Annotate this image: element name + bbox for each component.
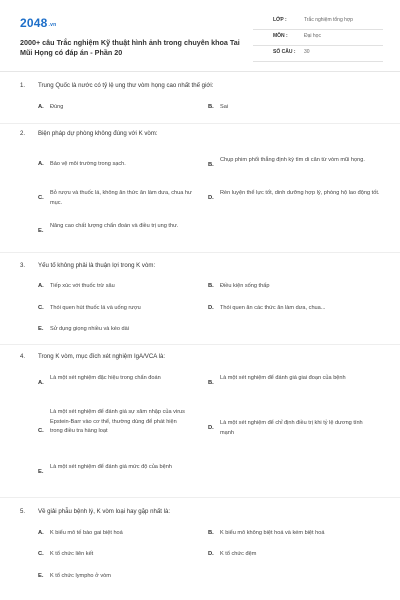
question-stem: Trung Quốc là nước có tỷ lệ ung thư vòm họng cao nhất thế giới: [38,82,214,89]
question-separator [0,123,400,124]
option-text: Rèn luyện thể lực tốt, dinh dưỡng hợp lý, phòng hộ lao động tốt. [220,190,380,196]
option-letter: D. [208,425,214,431]
option-letter: E. [38,228,44,234]
meta-value: Trắc nghiệm tổng hợp [304,17,353,23]
option-text: Thói quen hút thuốc lá và uống rượu [50,305,141,311]
logo-text: 2048 [20,16,48,30]
option-text: K tổ chức lympho ở vòm [50,573,111,579]
question-number: 3. [20,262,26,269]
document-header [20,14,382,66]
meta-value: 30 [304,49,310,55]
question-text [20,82,213,89]
question-text [20,353,165,360]
option-letter: D. [208,305,214,311]
option-text: Bỏ rượu và thuốc lá, không ăn thức ăn làm dưa, chua hư mục. [50,190,192,206]
option-text: Là một xét nghiệm để đánh giá mức độ của bệnh [50,464,172,470]
option-letter: A. [38,104,44,110]
question-text [20,262,155,269]
option-text: Bảo vệ môi trường trong sạch. [50,161,126,167]
option-text: Điều kiện sống thấp [220,283,270,289]
option-letter: C. [38,551,44,557]
option-text: Là một xét nghiệm để đánh giá sự xâm nhập của virus Epstein-Barr vào cơ thể, thường dùng để phát hiện trong điều tra hàng loạt [50,409,185,434]
question-number: 4. [20,353,26,360]
question-separator [0,344,400,345]
option-text: Nâng cao chất lượng chẩn đoán và điều trị ung thư. [50,223,179,229]
option-letter: C. [38,195,44,201]
option-text: K biểu mô không biệt hoá và kém biệt hoá [220,530,325,536]
question-separator [0,497,400,498]
option-text: Là một xét nghiệm đặc hiệu trong chẩn đoán [50,375,161,381]
site-logo[interactable] [20,16,56,30]
meta-label: LỚP : [273,17,287,23]
option-text: K tổ chức liên kết [50,551,94,557]
option-text: Sử dụng giọng nhiều và kéo dài [50,326,130,332]
option-letter: B. [208,530,214,536]
question-stem: Trong K vòm, mục đích xét nghiệm IgA/VCA là: [38,353,166,360]
question-text [20,508,170,515]
meta-label: MÔN : [273,33,288,39]
option-text: Chụp phim phổi thẳng định kỳ tìm di căn từ vòm mũi họng. [220,157,365,163]
option-letter: E. [38,573,44,579]
question-number: 5. [20,508,26,515]
question-stem: Biện pháp dự phòng không đúng với K vòm: [38,130,158,137]
document-title: 2000+ câu Trắc nghiệm Kỹ thuật hình ảnh trong chuyên khoa Tai Mũi Họng có đáp án - Phần 20 [20,38,240,57]
question-number: 1. [20,82,26,89]
question-stem: Về giải phẫu bệnh lý, K vòm loại hay gặp nhất là: [38,508,171,515]
option-letter: D. [208,551,214,557]
option-text: Tiếp xúc với thuốc trừ sâu [50,283,115,289]
option-letter: E. [38,469,44,475]
option-letter: B. [208,104,214,110]
option-letter: B. [208,380,214,386]
option-text: K biểu mô tế bào gai biệt hoá [50,530,123,536]
header-divider [0,71,400,72]
option-letter: B. [208,283,214,289]
option-letter: C. [38,428,44,434]
option-letter: B. [208,162,214,168]
option-letter: D. [208,195,214,201]
question-text [20,130,158,137]
option-text: K tổ chức đệm [220,551,257,557]
question-number: 2. [20,130,26,137]
option-text: Thói quen ăn các thức ăn làm dưa, chua... [220,305,326,311]
meta-value: Đại học [304,33,321,39]
option-text: Là một xét nghiệm để đánh giá giai đoạn của bệnh [220,375,346,381]
meta-row-subject [253,30,383,46]
option-text: Sai [220,104,229,110]
option-letter: A. [38,161,44,167]
option-letter: A. [38,530,44,536]
document-meta [253,14,383,62]
meta-label: SỐ CÂU : [273,49,296,55]
option-letter: A. [38,283,44,289]
option-letter: E. [38,326,44,332]
meta-row-class [253,14,383,30]
question-stem: Yếu tố không phải là thuận lợi trong K vòm: [38,262,156,269]
option-text: Đúng [50,104,64,110]
option-letter: C. [38,305,44,311]
option-text: Là một xét nghiệm để chỉ định điều trị khi tỷ lệ dương tính mạnh [220,420,363,436]
logo-suffix: .vn [48,22,57,28]
option-letter: A. [38,380,44,386]
meta-row-count [253,46,383,62]
question-separator [0,252,400,253]
